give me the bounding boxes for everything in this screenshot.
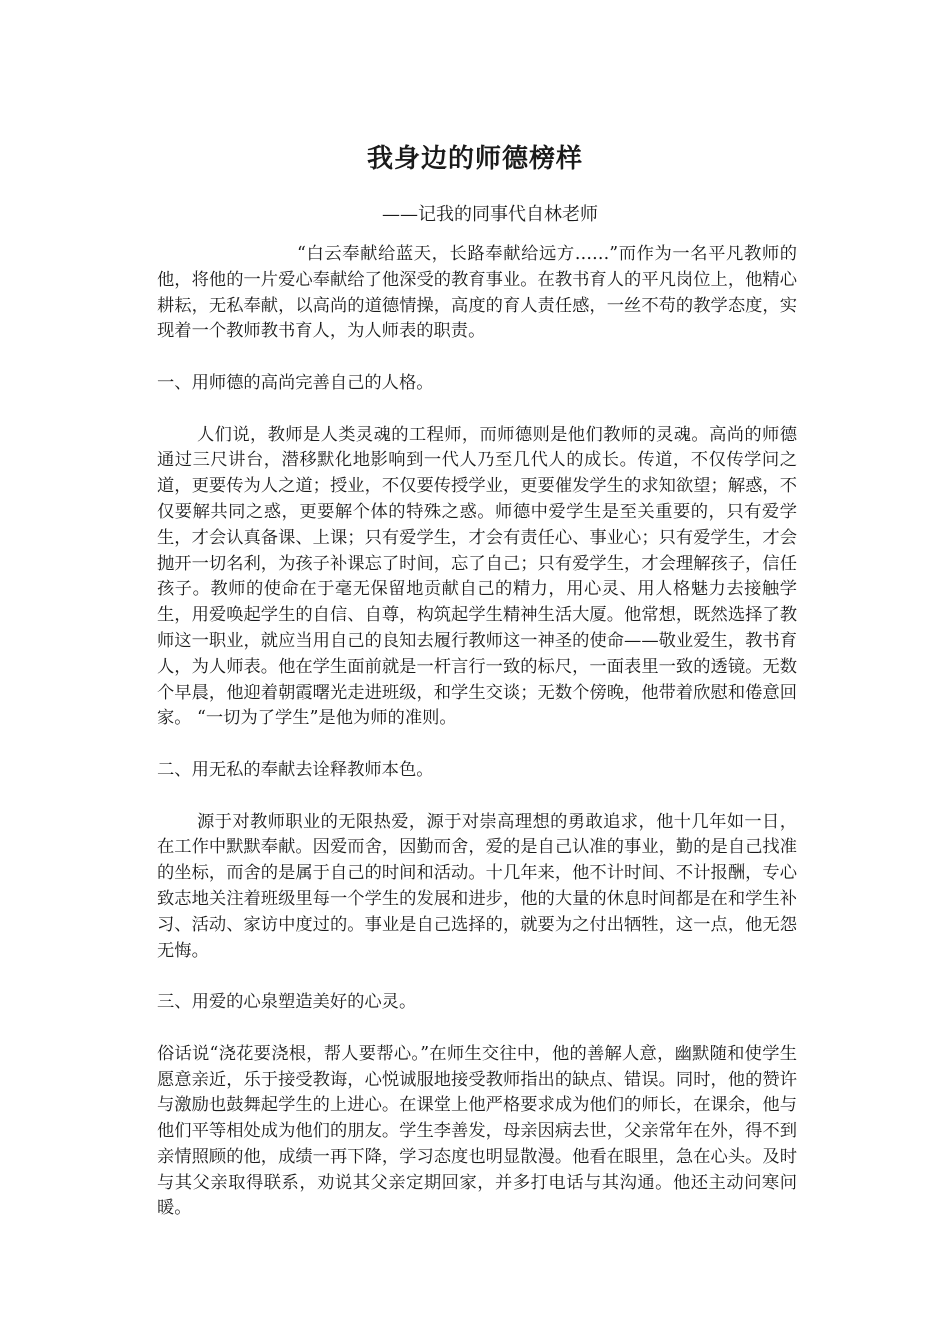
section-paragraph: 俗话说“浇花要浇根，帮人要帮心。”在师生交往中，他的善解人意，幽默随和使学生愿意亲近，乐于接受教诲，心悦诚服地接受教师指出的缺点、错误。同时，他的赞许与激励也鼓舞起学生的上进心。在课堂上他严格要求成为他们的师长，在课余，他与他们平等相处成为他们的朋友。学生李善发，母亲因病去世，父亲常年在外，得不到亲情照顾的他，成绩一再下降，学习态度也明显散漫。他看在眼里，急在心头。及时与其父亲取得联系，劝说其父亲定期回家，并多打电话与其沟通。他还主动问寒问暖。: [157, 1043, 797, 1219]
document-subtitle: ——记我的同事代自林老师: [382, 204, 598, 225]
section-paragraph: 源于对教师职业的无限热爱，源于对崇高理想的勇敢追求，他十几年如一日，在工作中默默奉献。因爱而舍，因勤而舍，爱的是自己认准的事业，勤的是自己找准的坐标，而舍的是属于自己的时间和活动。十几年来，他不计时间、不计报酬，专心致志地关注着班级里每一个学生的发展和进步，他的大量的休息时间都是在和学生补习、活动、家访中度过的。事业是自己选择的，就要为之付出牺牲，这一点，他无怨无悔。: [157, 811, 797, 961]
section-heading: 三、用爱的心泉塑造美好的心灵。: [157, 992, 417, 1013]
intro-paragraph: “白云奉献给蓝天，长路奉献给远方……”而作为一名平凡教师的他，将他的一片爱心奉献给了他深受的教育事业。在教书育人的平凡岗位上，他精心耕耘，无私奉献，以高尚的道德情操，高度的育人责任感，一丝不苟的教学态度，实现着一个教师教书育人，为人师表的职责。: [157, 244, 797, 342]
document-title: 我身边的师德榜样: [366, 144, 583, 174]
document-body: [157, 242, 797, 1248]
section-heading: 一、用师德的高尚完善自己的人格。: [157, 372, 434, 393]
section-heading: 二、用无私的奉献去诠释教师本色。: [157, 759, 434, 780]
section-paragraph: 人们说，教师是人类灵魂的工程师，而师德则是他们教师的灵魂。高尚的师德通过三尺讲台，潜移默化地影响到一代人乃至几代人的成长。传道，不仅传学问之道，更要传为人之道；授业，不仅要传授学业，更要催发学生的求知欲望；解惑，不仅要解共同之惑，更要解个体的特殊之惑。师德中爱学生是至关重要的，只有爱学生，才会认真备课、上课；只有爱学生，才会有责任心、事业心；只有爱学生，才会抛开一切名利，为孩子补课忘了时间，忘了自己；只有爱学生，才会理解孩子，信任孩子。教师的使命在于毫无保留地贡献自己的精力，用心灵、用人格魅力去接触学生，用爱唤起学生的自信、自尊，构筑起学生精神生活大厦。他常想，既然选择了教师这一职业，就应当用自己的良知去履行教师这一神圣的使命——敬业爱生，教书育人，为人师表。他在学生面前就是一杆言行一致的标尺，一面表里一致的透镜。无数个早晨，他迎着朝霞曙光走进班级，和学生交谈；无数个傍晚，他带着欣慰和倦意回家。 “一切为了学生”是他为师的准则。: [157, 424, 797, 729]
